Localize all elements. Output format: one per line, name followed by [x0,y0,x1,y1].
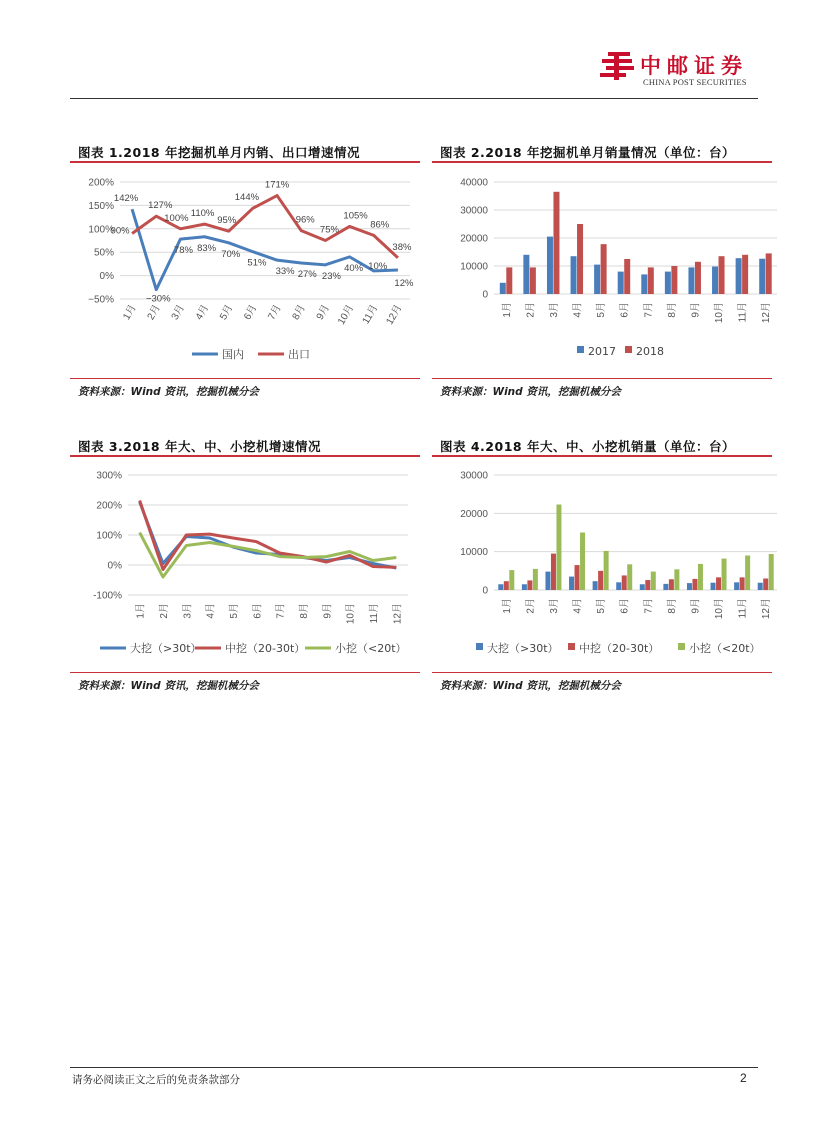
legend-label: 大挖（>30t） [487,642,559,655]
x-tick-label: 6月 [619,598,631,614]
bar-0 [758,583,763,590]
y-tick-label: 30000 [460,205,488,217]
x-tick-label: 11月 [737,302,749,323]
x-tick-label: 1月 [501,302,513,318]
bar-0 [547,237,553,294]
data-label: 23% [321,270,341,282]
data-label: 40% [344,262,364,274]
bar-1 [766,253,772,294]
y-tick-label: 40000 [460,177,488,189]
bar-2 [556,505,561,590]
figure-3-title: 图表 3.2018 年大、中、小挖机增速情况 [78,439,321,454]
chart-1 [70,168,420,373]
bar-0 [594,265,600,294]
bar-0 [616,582,621,590]
bar-1 [719,256,725,294]
x-tick-label: 6月 [252,603,264,619]
x-tick-label: 5月 [596,598,608,614]
chart-2 [432,168,772,373]
x-tick-label: 8月 [666,598,678,614]
bar-1 [742,255,748,294]
bar-2 [674,569,679,590]
x-tick-label: 7月 [643,302,655,318]
figure-4-top-rule [432,455,772,457]
figure-2-title: 图表 2.2018 年挖掘机单月销量情况（单位：台） [440,145,735,160]
x-tick-label: 8月 [666,302,678,318]
x-tick-label: 8月 [299,603,310,619]
legend-label: 小挖（<20t） [335,642,407,655]
x-tick-label: 11月 [737,598,749,619]
data-label: 110% [190,208,215,220]
data-label: 95% [217,215,237,227]
x-tick-label: 10月 [336,303,357,327]
data-label: 96% [295,214,315,226]
data-label: 144% [234,192,260,204]
x-tick-label: 7月 [266,303,284,322]
y-tick-label: 0 [482,289,488,301]
data-label: 105% [343,210,368,222]
data-label: 33% [275,266,295,278]
legend-label: 中挖（20-30t） [579,642,660,655]
y-tick-label: 10000 [460,547,488,559]
x-tick-label: 6月 [242,303,260,322]
data-label: 171% [264,179,290,191]
x-tick-label: 1月 [501,598,513,614]
data-label: 38% [392,241,412,253]
x-tick-label: 10月 [345,603,357,625]
x-tick-label: 9月 [314,303,333,322]
legend-marker [476,643,483,650]
x-tick-label: 1月 [135,603,147,619]
x-tick-label: 6月 [619,302,631,318]
bar-0 [522,584,527,590]
figure-2-source: 资料来源：Wind 资讯，挖掘机械分会 [440,386,621,398]
bar-1 [624,259,630,294]
bar-0 [665,272,671,294]
x-tick-label: 9月 [690,598,702,614]
bar-0 [736,258,742,294]
bar-2 [769,554,774,590]
bar-1 [716,577,721,590]
x-tick-label: 5月 [218,303,236,322]
x-tick-label: 7月 [643,598,655,614]
bar-1 [601,244,607,294]
x-tick-label: 9月 [690,302,702,318]
bar-0 [641,274,647,294]
bar-2 [580,533,585,591]
bar-1 [763,579,768,591]
legend-marker [577,346,584,353]
legend-label: 中挖（20-30t） [225,642,306,655]
x-tick-label: 11月 [360,303,381,327]
bar-0 [663,584,668,590]
chart-4 [432,462,772,667]
y-tick-label: 0% [107,560,122,572]
x-tick-label: 12月 [761,598,773,620]
legend-marker [568,643,575,650]
bar-0 [759,259,765,294]
x-tick-label: 3月 [182,603,194,619]
x-tick-label: 12月 [761,302,773,324]
y-tick-label: -100% [93,590,122,602]
data-label: −30% [145,293,171,305]
legend-label: 小挖（<20t） [689,642,761,655]
bar-2 [509,570,514,590]
y-tick-label: 300% [96,470,122,482]
x-tick-label: 10月 [714,598,726,620]
y-tick-label: −50% [88,294,114,306]
bar-0 [593,581,598,590]
data-label: 83% [197,242,217,254]
y-tick-label: 100% [88,224,114,236]
y-tick-label: 20000 [460,508,488,520]
brand-name-en: CHINA POST SECURITIES [643,77,747,87]
data-label: 100% [164,212,189,224]
bar-0 [687,583,692,590]
data-label: 127% [148,200,173,212]
y-tick-label: 20000 [460,233,488,245]
bar-0 [523,255,529,294]
brand-name-cn: 中邮证券 [640,53,748,78]
figure-2-top-rule [432,161,772,163]
header-divider [70,98,758,99]
legend-label: 国内 [222,348,244,361]
brand-logo-icon [600,50,636,82]
y-tick-label: 200% [88,177,114,189]
x-tick-label: 4月 [205,603,217,619]
y-tick-label: 200% [96,500,122,512]
bar-1 [575,565,580,590]
bar-0 [688,267,694,294]
figure-3-source: 资料来源：Wind 资讯，挖掘机械分会 [78,680,259,692]
bar-1 [504,581,509,590]
bar-1 [695,262,701,294]
x-tick-label: 8月 [290,303,308,322]
x-tick-label: 4月 [572,302,584,318]
figure-4-source: 资料来源：Wind 资讯，挖掘机械分会 [440,680,621,692]
figure-1-source: 资料来源：Wind 资讯，挖掘机械分会 [78,386,259,398]
legend-label: 大挖（>30t） [130,642,202,655]
figure-1-title: 图表 1.2018 年挖掘机单月内销、出口增速情况 [78,145,360,160]
y-tick-label: 30000 [460,470,488,482]
legend-label: 2017 [588,345,616,358]
figure-3-top-rule [70,455,420,457]
x-tick-label: 1月 [121,303,139,322]
bar-1 [577,224,583,294]
bar-2 [627,564,632,590]
bar-1 [527,580,532,590]
bar-0 [712,267,718,294]
bar-0 [618,272,624,294]
x-tick-label: 2月 [145,303,163,322]
bar-1 [622,575,627,590]
x-tick-label: 3月 [548,302,560,318]
bar-0 [498,584,503,590]
bar-1 [692,579,697,590]
footer-disclaimer: 请务必阅读正文之后的免责条款部分 [72,1074,240,1086]
figure-4-bottom-rule [432,672,772,673]
bar-0 [711,583,716,590]
y-tick-label: 100% [96,530,122,542]
x-tick-label: 2月 [159,603,170,619]
bar-0 [640,584,645,590]
x-tick-label: 7月 [275,603,287,619]
x-tick-label: 4月 [572,598,584,614]
bar-2 [698,564,703,590]
bar-1 [669,579,674,590]
data-label: 10% [368,260,388,272]
figure-3-bottom-rule [70,672,420,673]
data-label: 12% [394,277,414,289]
bar-1 [530,267,536,294]
bar-2 [651,572,656,590]
x-tick-label: 3月 [548,598,560,614]
bar-0 [734,582,739,590]
x-tick-label: 5月 [229,603,240,619]
bar-2 [722,559,727,590]
y-tick-label: 150% [88,200,114,212]
bar-2 [604,551,609,590]
x-tick-label: 5月 [596,302,608,318]
x-tick-label: 4月 [193,303,212,322]
series-line-2 [140,533,397,577]
x-tick-label: 12月 [384,303,405,327]
bar-0 [545,572,550,590]
x-tick-label: 12月 [392,603,404,625]
x-tick-label: 10月 [714,302,726,324]
y-tick-label: 0% [99,271,114,283]
data-label: 75% [319,224,339,236]
bar-0 [571,256,577,294]
data-label: 27% [297,268,317,280]
bar-1 [645,580,650,590]
bar-1 [553,192,559,294]
figure-2-bottom-rule [432,378,772,379]
legend-label: 出口 [288,348,310,361]
data-label: 70% [221,248,241,260]
data-label: 142% [113,193,139,205]
bar-0 [569,577,574,590]
x-tick-label: 11月 [369,603,380,624]
y-tick-label: 0 [482,585,488,597]
bar-1 [506,267,512,294]
y-tick-label: 10000 [460,261,488,273]
footer-divider [70,1067,758,1068]
data-label: 86% [370,219,390,231]
y-tick-label: 50% [93,247,114,259]
bar-1 [740,577,745,590]
data-label: 51% [247,257,267,269]
page-number: 2 [740,1071,747,1085]
figure-4-title: 图表 4.2018 年大、中、小挖机销量（单位：台） [440,439,735,454]
bar-1 [648,267,654,294]
chart-3 [70,462,420,667]
bar-0 [500,283,506,294]
legend-marker [678,643,685,650]
x-tick-label: 2月 [525,598,537,614]
legend-label: 2018 [636,345,664,358]
x-tick-label: 9月 [322,603,334,619]
x-tick-label: 3月 [169,303,188,322]
bar-1 [598,571,603,590]
legend-marker [625,346,632,353]
bar-2 [745,556,750,591]
bar-1 [671,266,677,294]
data-label: 78% [173,245,193,257]
figure-1-top-rule [70,161,420,163]
figure-1-bottom-rule [70,378,420,379]
bar-1 [551,554,556,590]
x-tick-label: 2月 [525,302,537,318]
data-label: 90% [110,225,130,237]
bar-2 [533,569,538,590]
